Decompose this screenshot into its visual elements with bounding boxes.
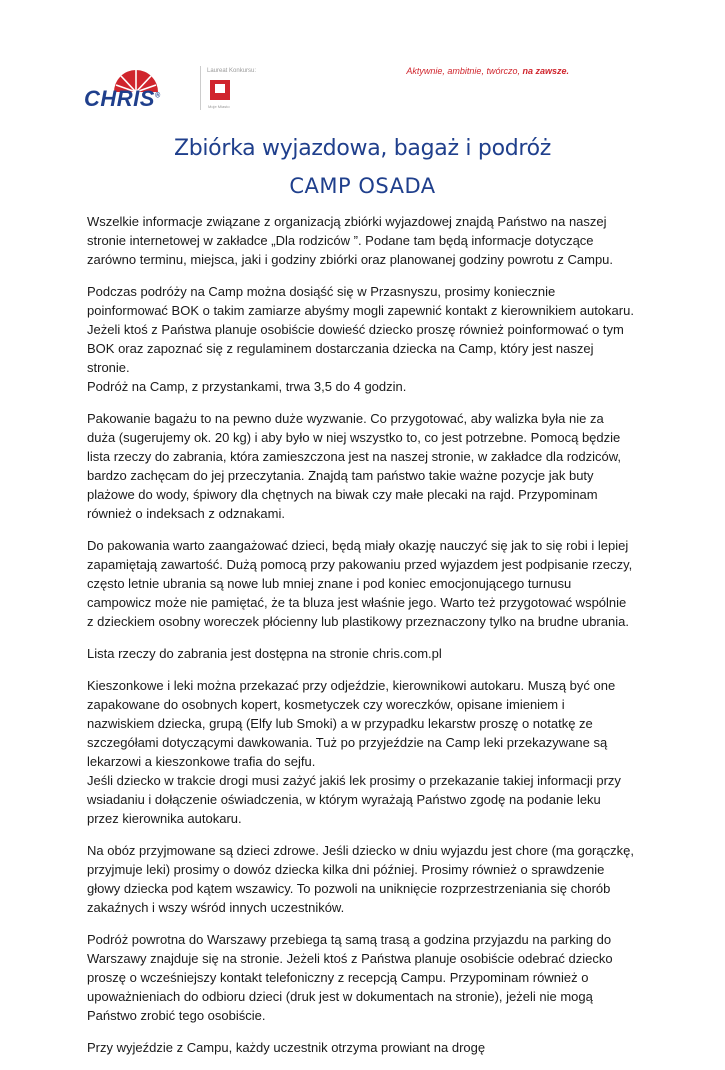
- paragraph-health: Na obóz przyjmowane są dzieci zdrowe. Jeśli dziecko w dniu wyjazdu jest chore (ma gorączkę, przyjmuje leki) prosimy o dowóz dziecka kilka dni później. Prosimy również o sprawdzenie głowy dziecka pod kątem wszawicy. To pozwoli na uniknięcie rozprzestrzeniania się chorób zakaźnych i wszy wśród innych uczestników.: [87, 843, 634, 915]
- paragraph-list-info: Lista rzeczy do zabrania jest dostępna na stronie chris.com.pl: [87, 646, 442, 661]
- paragraph-pocket-money: Kieszonkowe i leki można przekazać przy odjeździe, kierownikowi autokaru. Muszą być one zapakowane do osobnych kopert, kosmetyczek czy woreczków, opisane imieniem i nazwiskiem dziecka, grupą (Elfy lub Smoki) a w przypadku lekarstw proszę o notatkę ze szczegółami dotyczącymi dawkowania. Tuż po przyjeździe na Camp leki przekazywane są lekarzowi a kieszonkowe trafia do sejfu.: [87, 678, 616, 769]
- paragraph-packing: Pakowanie bagażu to na pewno duże wyzwanie. Co przygotować, aby walizka była nie za duża (sugerujemy ok. 20 kg) i aby było w niej wszystko to, co jest potrzebne. Pomocą będzie lista rzeczy do zabrania, która zamieszczona jest na naszej stronie, w zakładce dla rodziców, bardzo zachęcam do jej przeczytania. Znajdą tam państwo takie ważne pozycje jak buty plażowe do wody, śpiwory dla chętnych na biwak czy małe plecaki na rajd. Przypominam również o indeksach z odznakami.: [87, 411, 621, 521]
- header-divider: [200, 66, 201, 110]
- paragraph-children-packing: Do pakowania warto zaangażować dzieci, będą miały okazję nauczyć się jak to się robi i lepiej zapamiętają zawartość. Dużą pomocą przy pakowaniu przed wyjazdem jest podpisanie rzeczy, często letnie ubrania są nowe lub mniej znane i pod koniec emocjonującego turnusu campowicz może nie pamiętać, że ta bluza jest właśnie jego. Warto też przygotować wspólnie z dzieckiem osobny woreczek płócienny lub plastikowy przeznaczony tylko na brudne ubrania.: [87, 538, 633, 629]
- paragraph-provisions: Przy wyjeździe z Campu, każdy uczestnik otrzyma prowiant na drogę: [87, 1040, 486, 1055]
- chris-logo: [84, 64, 184, 110]
- document-subtitle: CAMP OSADA: [289, 174, 436, 198]
- award-badge-icon: [210, 80, 230, 104]
- paragraph-medication: Jeśli dziecko w trakcie drogi musi zażyć jakiś lek prosimy o przekazanie takiej informacji przy wsiadaniu i dołączenie oświadczenia, w którym wyrażają Państwo zgodę na podanie leku przez kierownika autokaru.: [87, 773, 621, 826]
- paragraph-travel: Podczas podróży na Camp można dosiąść się w Przasnyszu, prosimy koniecznie poinformować BOK o takim zamiarze abyśmy mogli zapewnić kontakt z kierownikiem autokaru. Jeżeli ktoś z Państwa planuje osobiście dowieść dziecko proszę również poinformować o tym BOK oraz zapoznać się z regulaminem dostarczania dziecka na Camp, który jest naszej stronie.: [87, 284, 634, 375]
- paragraph-return: Podróż powrotna do Warszawy przebiega tą samą trasą a godzina przyjazdu na parking do Warszawy znajduje się na stronie. Jeżeli ktoś z Państwa planuje osobiście odebrać dziecko proszę o wcześniejszy kontakt telefoniczny z recepcją Campu. Przypominam również o upoważnieniach do odbioru dzieci (druk jest w dokumentach na stronie), jeżeli nie mogą Państwo zrobić tego osobiście.: [87, 932, 613, 1023]
- award-caption: Moje Miasto: [208, 104, 230, 109]
- logo-text: CHRIS®: [84, 86, 161, 111]
- slogan: Aktywnie, ambitnie, twórczo, na zawsze.: [406, 66, 569, 76]
- document-body: [87, 212, 635, 1070]
- document-title: Zbiórka wyjazdowa, bagaż i podróż: [173, 136, 552, 161]
- page-header: [0, 0, 725, 120]
- paragraph-travel-time: Podróż na Camp, z przystankami, trwa 3,5 do 4 godzin.: [87, 379, 407, 394]
- paragraph-intro: Wszelkie informacje związane z organizacją zbiórki wyjazdowej znajdą Państwo na naszej stronie internetowej w zakładce „Dla rodziców ”. Podane tam będą informacje dotyczące zarówno terminu, miejsca, jaki i godziny zbiórki oraz planowanej godziny powrotu z Campu.: [87, 214, 614, 267]
- laureat-label: Laureat Konkursu:: [207, 68, 257, 74]
